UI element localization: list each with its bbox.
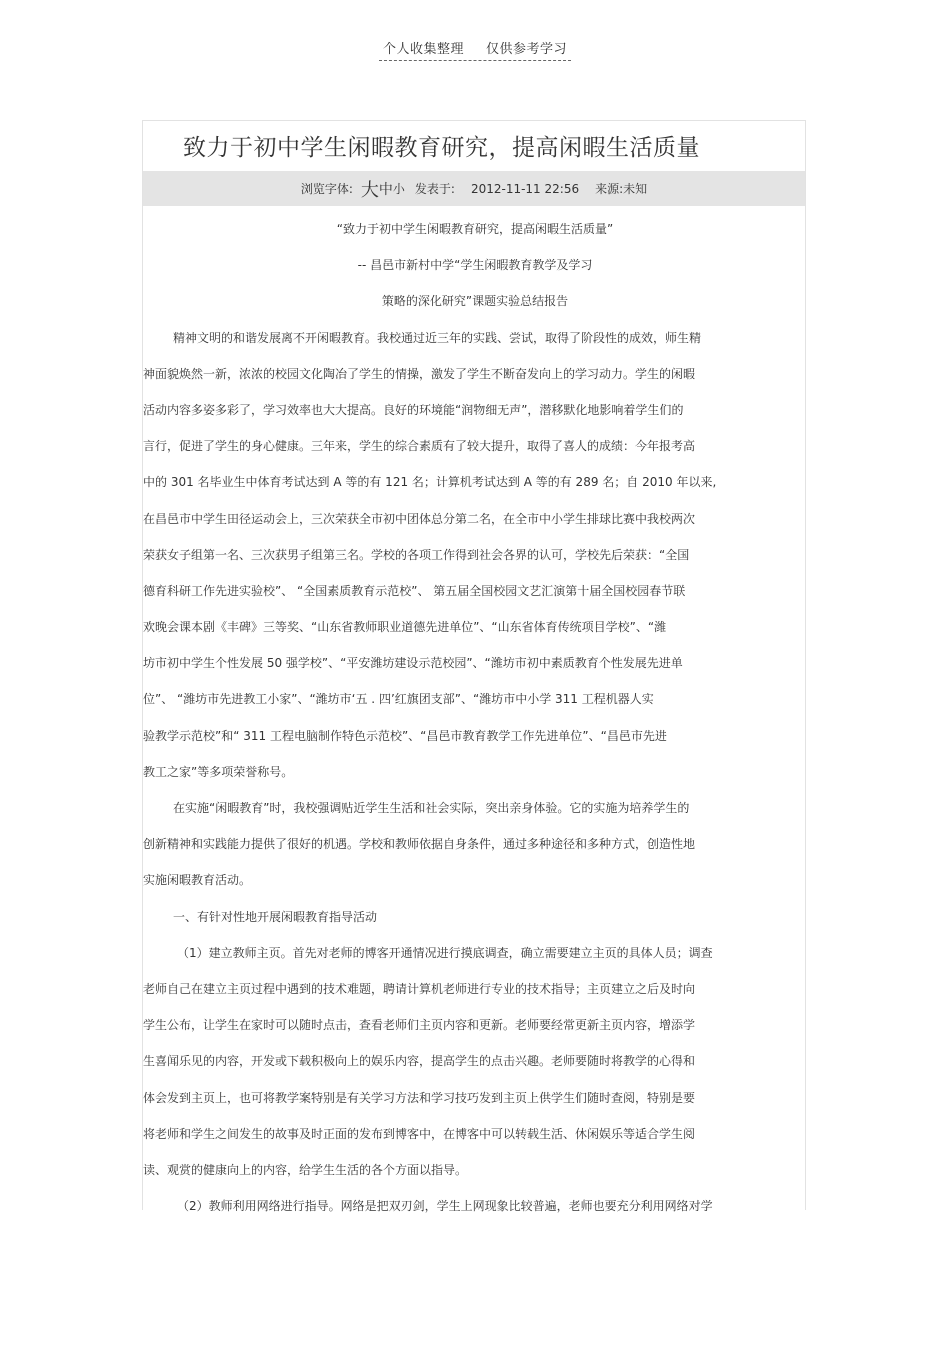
article-title: 致力于初中学生闲暇教育研究，提高闲暇生活质量 <box>183 135 700 161</box>
posted-time: 2012-11-11 22:56 <box>470 181 580 196</box>
article-body <box>143 211 807 1224</box>
article-line: 老师自己在建立主页过程中遇到的技术难题，聘请计算机老师进行专业的技术指导；主页建立之后及时向 <box>143 981 696 996</box>
article-line: 精神文明的和谐发展离不开闲暇教育。我校通过近三年的实践、尝试，取得了阶段性的成效，师生精 <box>173 330 702 345</box>
article-line: 教工之家”等多项荣誉称号。 <box>143 764 294 779</box>
article-line: -- 昌邑市新村中学“学生闲暇教育教学及学习 <box>357 258 593 273</box>
font-size-large-button[interactable]: 大 <box>360 179 379 201</box>
article-line: 荣获女子组第一名、三次获男子组第三名。学校的各项工作得到社会各界的认可，学校先后荣获：“全国 <box>143 547 690 562</box>
font-size-small-button[interactable]: 小 <box>392 182 405 196</box>
article-line: （2）教师利用网络进行指导。网络是把双刃剑，学生上网现象比较普遍，老师也要充分利用网络对学 <box>177 1199 713 1214</box>
article-line: 神面貌焕然一新，浓浓的校园文化陶冶了学生的情操，激发了学生不断奋发向上的学习动力。学生的闲暇 <box>143 366 696 381</box>
font-size-medium-button[interactable]: 中 <box>378 181 393 198</box>
article-line: 言行，促进了学生的身心健康。三年来，学生的综合素质有了较大提升，取得了喜人的成绩：今年报考高 <box>143 439 696 454</box>
header-right-text: 仅供参考学习 <box>486 42 568 57</box>
article-line: 创新精神和实践能力提供了很好的机遇。学校和教师依据自身条件，通过多种途径和多种方式，创造性地 <box>143 837 696 852</box>
article-line: 欢晚会课本剧《丰碑》三等奖、“山东省教师职业道德先进单位”、“山东省体育传统项目学校”、“潍 <box>143 620 667 635</box>
article-line: 中的 301 名毕业生中体育考试达到 A 等的有 121 名；计算机考试达到 A 等的有 289 名；自 2010 年以来, <box>143 475 717 490</box>
article-line: 位”、 “潍坊市先进教工小家”、“潍坊市‘五 . 四’红旗团支部”、“潍坊市中小学 311 工程机器人实 <box>143 692 654 707</box>
article-line: 实施闲暇教育活动。 <box>143 873 252 888</box>
source-label: 来源: <box>595 182 624 196</box>
page-header <box>0 38 950 61</box>
article-line: 德育科研工作先进实验校”、 “全国素质教育示范校”、 第五届全国校园文艺汇演第十届全国校园春节联 <box>143 583 686 598</box>
header-note <box>379 38 571 61</box>
source-value: 未知 <box>623 182 648 196</box>
article-line: 体会发到主页上，也可将教学案特别是有关学习方法和学习技巧发到主页上供学生们随时查阅，特别是要 <box>143 1090 696 1105</box>
article-line: 读、观赏的健康向上的内容，给学生生活的各个方面以指导。 <box>143 1162 468 1177</box>
article-line: 活动内容多姿多彩了，学习效率也大大提高。良好的环境能“润物细无声”，潜移默化地影响着学生们的 <box>143 402 684 417</box>
header-left-text: 个人收集整理 <box>382 42 464 57</box>
article-line: 在实施“闲暇教育”时，我校强调贴近学生生活和社会实际，突出亲身体验。它的实施为培养学生的 <box>173 801 690 815</box>
article-meta-bar <box>143 171 805 206</box>
article-line: 一、有针对性地开展闲暇教育指导活动 <box>173 909 378 924</box>
article-line: 验教学示范校”和“ 311 工程电脑制作特色示范校”、“昌邑市教育教学工作先进单位”、“昌邑市先进 <box>143 728 667 743</box>
article-line: 将老师和学生之间发生的故事及时正面的发布到博客中，在博客中可以转载生活、休闲娱乐等适合学生阅 <box>143 1126 696 1141</box>
article-line: 学生公布，让学生在家时可以随时点击，查看老师们主页内容和更新。老师要经常更新主页内容，增添学 <box>143 1018 696 1033</box>
article-line: “致力于初中学生闲暇教育研究，提高闲暇生活质量” <box>336 222 614 236</box>
article-line: 在昌邑市中学生田径运动会上，三次荣获全市初中团体总分第二名，在全市中小学生排球比赛中我校两次 <box>143 511 696 526</box>
article-line: 坊市初中学生个性发展 50 强学校”、“平安潍坊建设示范校园”、“潍坊市初中素质教育个性发展先进单 <box>143 656 683 671</box>
posted-label: 发表于: <box>414 182 455 196</box>
article-line: 生喜闻乐见的内容，开发或下载积极向上的娱乐内容，提高学生的点击兴趣。老师要随时将教学的心得和 <box>143 1054 696 1069</box>
article-line: （1）建立教师主页。首先对老师的博客开通情况进行摸底调查，确立需要建立主页的具体人员；调查 <box>177 945 713 960</box>
article-container <box>142 120 806 1214</box>
font-size-label: 浏览字体: <box>300 182 353 196</box>
article-line: 策略的深化研究”课题实验总结报告 <box>381 294 569 309</box>
